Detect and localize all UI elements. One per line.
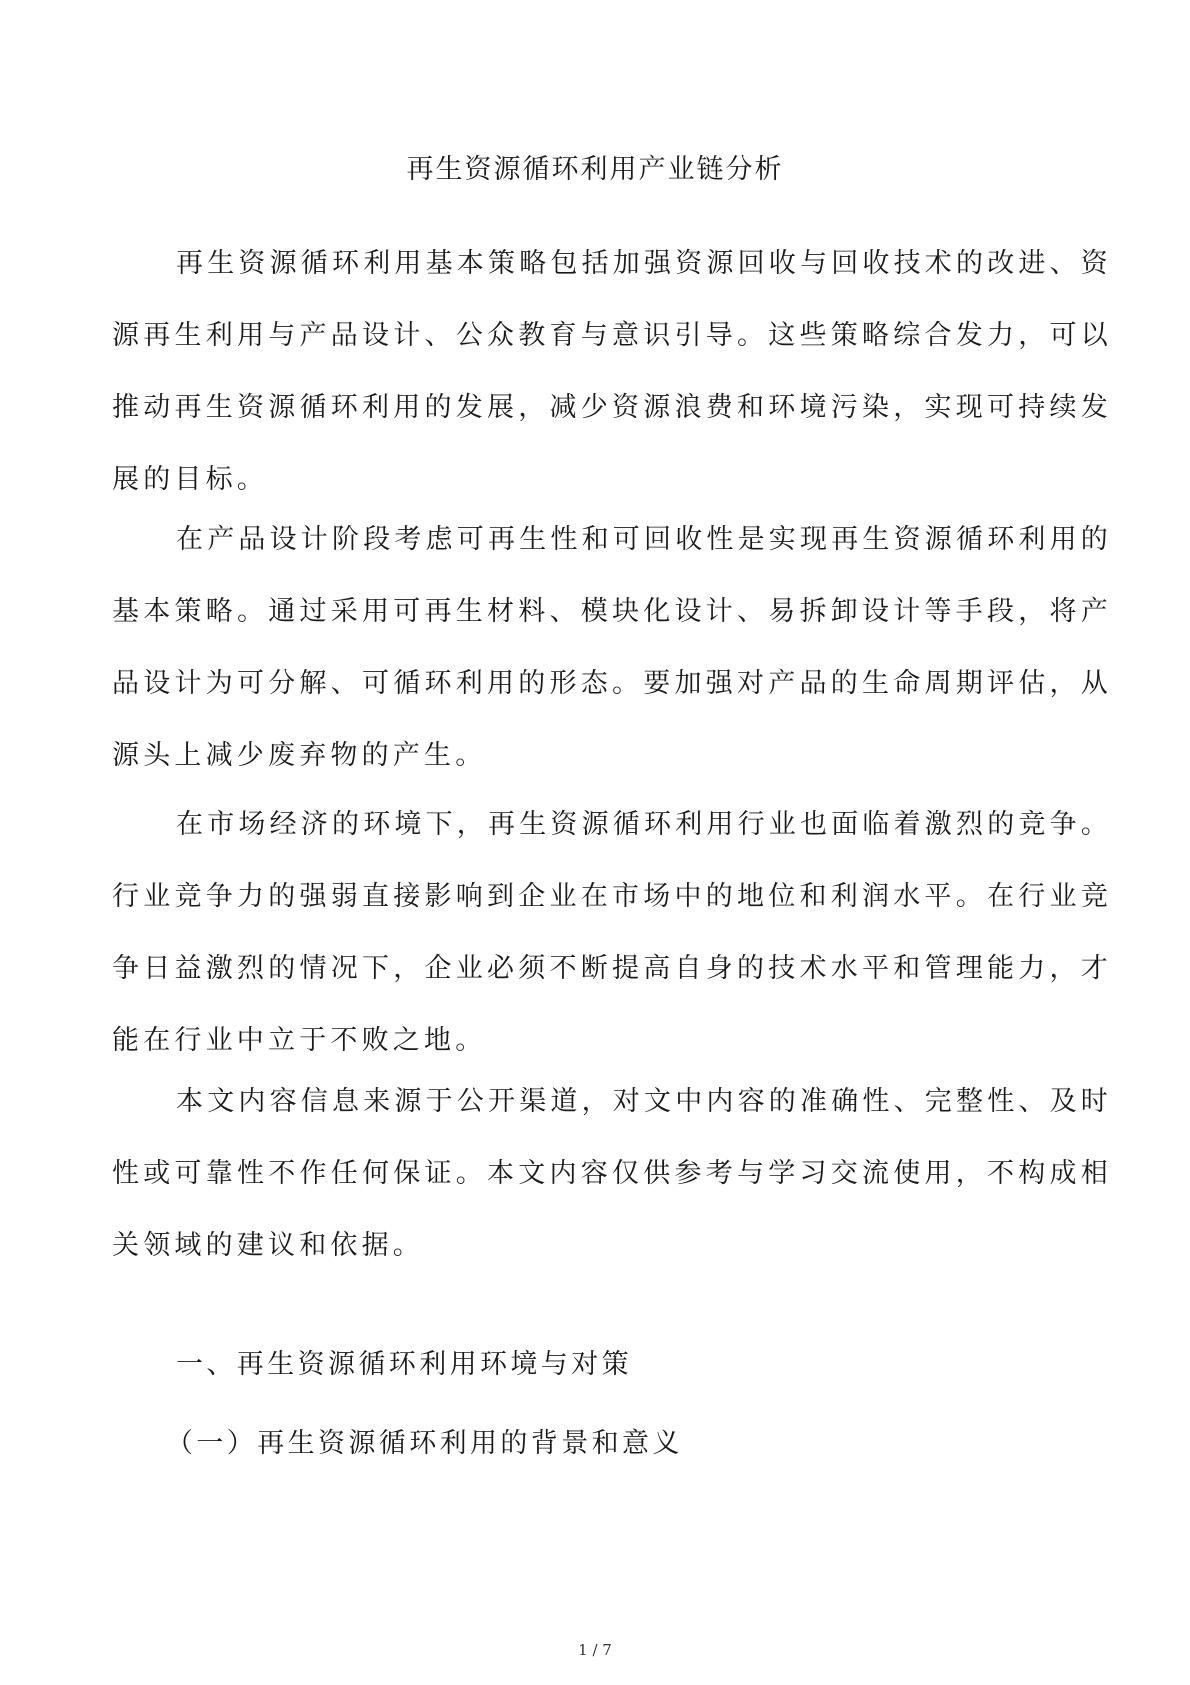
document-title: 再生资源循环利用产业链分析	[406, 154, 784, 185]
paragraph-market-competition: 在市场经济的环境下，再生资源循环利用行业也面临着激烈的竞争。行业竞争力的强弱直接影响到企业在市场中的地位和利润水平。在行业竞争日益激烈的情况下，企业必须不断提高自身的技术水平和管理能力，才能在行业中立于不败之地。	[112, 809, 1112, 1056]
paragraph-strategy: 再生资源循环利用基本策略包括加强资源回收与回收技术的改进、资源再生利用与产品设计、公众教育与意识引导。这些策略综合发力，可以推动再生资源循环利用的发展，减少资源浪费和环境污染，实现可持续发展的目标。	[112, 248, 1112, 495]
paragraph-product-design: 在产品设计阶段考虑可再生性和可回收性是实现再生资源循环利用的基本策略。通过采用可再生材料、模块化设计、易拆卸设计等手段，将产品设计为可分解、可循环利用的形态。要加强对产品的生命周期评估，从源头上减少废弃物的产生。	[112, 524, 1112, 771]
page-number: 1 / 7	[578, 1641, 612, 1659]
section-heading: 一、再生资源循环利用环境与对策	[176, 1349, 632, 1380]
subsection-heading: （一）再生资源循环利用的背景和意义	[166, 1428, 683, 1459]
paragraph-disclaimer: 本文内容信息来源于公开渠道，对文中内容的准确性、完整性、及时性或可靠性不作任何保证。本文内容仅供参考与学习交流使用，不构成相关领域的建议和依据。	[112, 1086, 1112, 1261]
